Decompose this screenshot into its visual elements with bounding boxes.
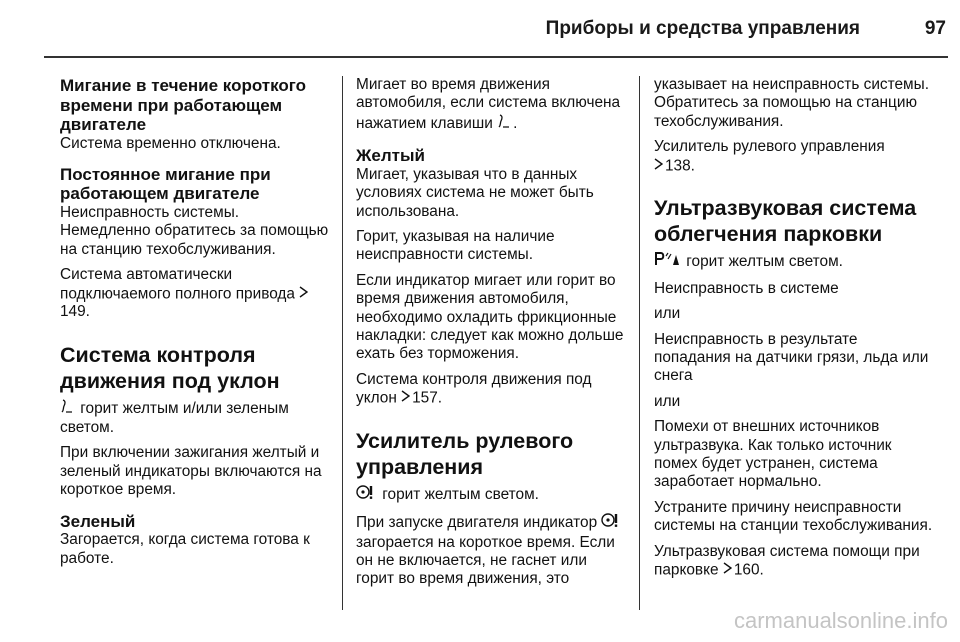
paragraph-text: Система контроля движения под уклон xyxy=(356,370,592,407)
triangle-ref-icon xyxy=(299,285,308,303)
steering-warning-icon xyxy=(356,484,376,505)
parking-assist-icon xyxy=(654,251,680,272)
section-constant-flashing xyxy=(60,165,332,322)
paragraph-text: горит желтым светом. xyxy=(686,253,843,271)
triangle-ref-icon xyxy=(401,389,410,407)
paragraph: Мигает, указывая что в данных условиях система не может быть использована. xyxy=(356,165,594,220)
header-rule xyxy=(44,56,948,58)
paragraph: Система временно отключена. xyxy=(60,134,281,152)
section-heading: Желтый xyxy=(356,146,425,166)
column-divider xyxy=(342,76,343,610)
paragraph-with-icon xyxy=(654,251,934,272)
column-divider xyxy=(639,76,640,610)
paragraph-text: Ультразвуковая система помощи при парковке xyxy=(654,542,920,579)
paragraph-with-ref xyxy=(654,138,934,175)
paragraph-with-icon xyxy=(60,398,332,438)
hill-descent-icon xyxy=(497,113,511,134)
triangle-ref-icon xyxy=(654,157,663,175)
hill-descent-icon xyxy=(60,398,74,419)
page-ref-link[interactable]: 138. xyxy=(665,156,695,174)
section-brief-flashing xyxy=(60,76,332,153)
paragraph: Неисправность в системе xyxy=(654,279,839,297)
paragraph: Устраните причину неисправности системы на станции техобслуживания. xyxy=(654,498,933,535)
paragraph-text: Система автоматически подключаемого полного привода xyxy=(60,266,295,302)
paragraph: Неисправность в результате попадания на датчики грязи, льда или снега xyxy=(654,330,929,385)
paragraph-with-ref xyxy=(356,371,628,408)
paragraph-with-ref xyxy=(654,543,934,580)
paragraph: Помехи от внешних источников ультразвука. Как только источник помех будет устранен, система заработает нормально. xyxy=(654,418,892,491)
section-green xyxy=(60,512,332,568)
paragraph: Неисправность системы. Немедленно обратитесь за помощью на станцию техобслуживания. xyxy=(60,203,329,258)
paragraph-text: горит желтым и/или зеленым светом. xyxy=(60,399,289,437)
paragraph-text: горит желтым светом. xyxy=(382,485,539,503)
section-heading: Зеленый xyxy=(60,511,136,531)
page-ref-link[interactable]: 160. xyxy=(733,561,764,579)
steering-warning-icon xyxy=(601,512,621,533)
paragraph-with-ref xyxy=(60,266,332,321)
section-heading-main: Ультразвуковая система облегчения парковки xyxy=(654,196,917,247)
paragraph: указывает на неисправность системы. Обратитесь за помощью на станцию техобслуживания. xyxy=(654,76,929,130)
paragraph: Горит, указывая на наличие неисправности системы. xyxy=(356,227,555,264)
paragraph-with-icon xyxy=(356,484,628,505)
paragraph-text: При запуске двигателя индикатор xyxy=(356,514,598,532)
watermark: carmanualsonline.info xyxy=(733,608,948,633)
column-1 xyxy=(60,76,332,604)
section-heading: Постоянное мигание при работающем двигателе xyxy=(60,164,271,204)
section-heading-main: Усилитель рулевого управления xyxy=(356,428,574,479)
paragraph: Загорается, когда система готова к работе. xyxy=(60,531,310,567)
paragraph-with-icon: Мигает во время движения автомобиля, если система включена нажатием клавиши . xyxy=(356,76,628,134)
section-heading: Мигание в течение короткого времени при работающем двигателе xyxy=(60,76,307,134)
paragraph: Если индикатор мигает или горит во время движения автомобиля, необходимо охладить фрикционные накладки: следует как можно дольше ехать без торможения. xyxy=(356,271,624,363)
paragraph-text: Усилитель рулевого управления xyxy=(654,138,885,156)
paragraph-with-icon xyxy=(356,512,628,589)
column-3 xyxy=(654,76,934,604)
page-ref-link[interactable]: 157. xyxy=(412,389,443,407)
column-2 xyxy=(356,76,628,604)
page-header-title: Приборы и средства управления xyxy=(545,18,860,39)
paragraph-text: Мигает во время движения автомобиля, если система включена нажатием клавиши xyxy=(356,76,621,132)
section-heading-main: Система контроля движения под уклон xyxy=(60,342,280,393)
paragraph: или xyxy=(654,392,681,410)
triangle-ref-icon xyxy=(723,561,732,579)
page-ref-link[interactable]: 149. xyxy=(60,303,90,321)
page-number: 97 xyxy=(924,18,946,39)
section-yellow xyxy=(356,146,628,408)
paragraph: При включении зажигания желтый и зеленый индикаторы включаются на короткое время. xyxy=(60,444,322,499)
paragraph-text: загорается на короткое время. Если он не включается, не гаснет или горит во время движения, это xyxy=(356,533,615,588)
paragraph: или xyxy=(654,305,681,323)
